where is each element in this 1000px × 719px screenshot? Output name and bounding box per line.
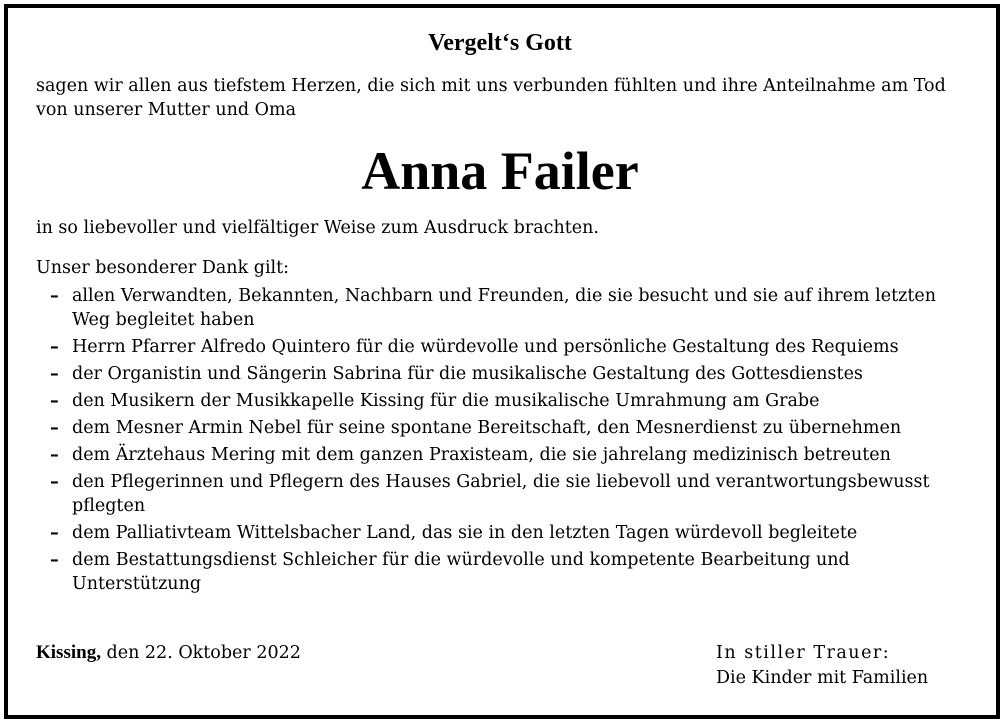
thanks-item-text: der Organistin und Sängerin Sabrina für die musikalische Gestaltung des Gottesdienstes [72, 364, 863, 384]
thanks-item-text: Herrn Pfarrer Alfredo Quintero für die würdevolle und persönliche Gestaltung des Requiems [72, 337, 899, 357]
bullet-dash: – [50, 418, 59, 438]
thanks-item [36, 548, 970, 596]
bullet-dash: – [50, 364, 59, 384]
thanks-item-text: dem Bestattungsdienst Schleicher für die würdevolle und kompetente Bearbeitung und Unterstützung [72, 550, 850, 594]
bullet-dash: – [50, 391, 59, 411]
signature-block [716, 641, 928, 691]
thanks-item [36, 470, 970, 518]
bullet-dash: – [50, 472, 59, 492]
bullet-dash: – [50, 286, 59, 306]
intro-text: sagen wir allen aus tiefstem Herzen, die sich mit uns verbunden fühlten und ihre Anteilnahme am Tod von unserer Mutter und Oma [36, 76, 946, 120]
bullet-dash: – [50, 445, 59, 465]
thanks-item-text: den Musikern der Musikkapelle Kissing für die musikalische Umrahmung am Grabe [72, 391, 820, 411]
thanks-item-text: allen Verwandten, Bekannten, Nachbarn und Freunden, die sie besucht und sie auf ihrem letzten Weg begleitet haben [72, 286, 936, 330]
thanks-item-text: den Pflegerinnen und Pflegern des Hauses Gabriel, die sie liebevoll und verantwortungsbewusst pflegten [72, 472, 930, 516]
place-date [36, 641, 301, 665]
intro-end-text: in so liebevoller und vielfältiger Weise zum Ausdruck brachten. [36, 218, 599, 238]
thanks-item [36, 335, 970, 359]
mourners-text: Die Kinder mit Familien [716, 668, 929, 688]
thanks-item-text: dem Palliativteam Wittelsbacher Land, das sie in den letzten Tagen würdevoll begleitete [72, 523, 858, 543]
place-name: Kissing, [36, 642, 101, 663]
thanks-item-text: dem Ärztehaus Mering mit dem ganzen Praxisteam, die sie jahrelang medizinisch betreuten [72, 445, 891, 465]
thanks-item [36, 284, 970, 332]
notice-heading: Vergelt‘s Gott [428, 30, 572, 56]
deceased-name: Anna Failer [361, 141, 639, 201]
bullet-dash: – [50, 523, 59, 543]
thanks-title: Unser besonderer Dank gilt: [36, 258, 290, 278]
thanks-item [36, 362, 970, 386]
thanks-item [36, 521, 970, 545]
thanks-item [36, 389, 970, 413]
thanks-item-text: dem Mesner Armin Nebel für seine spontane Bereitschaft, den Mesnerdienst zu übernehmen [72, 418, 902, 438]
bullet-dash: – [50, 337, 59, 357]
mourning-line: In stiller Trauer: [716, 643, 891, 663]
thanks-list [36, 284, 970, 599]
thanks-item [36, 443, 970, 467]
date-text: den 22. Oktober 2022 [106, 643, 301, 663]
thanks-item [36, 416, 970, 440]
bullet-dash: – [50, 550, 59, 570]
